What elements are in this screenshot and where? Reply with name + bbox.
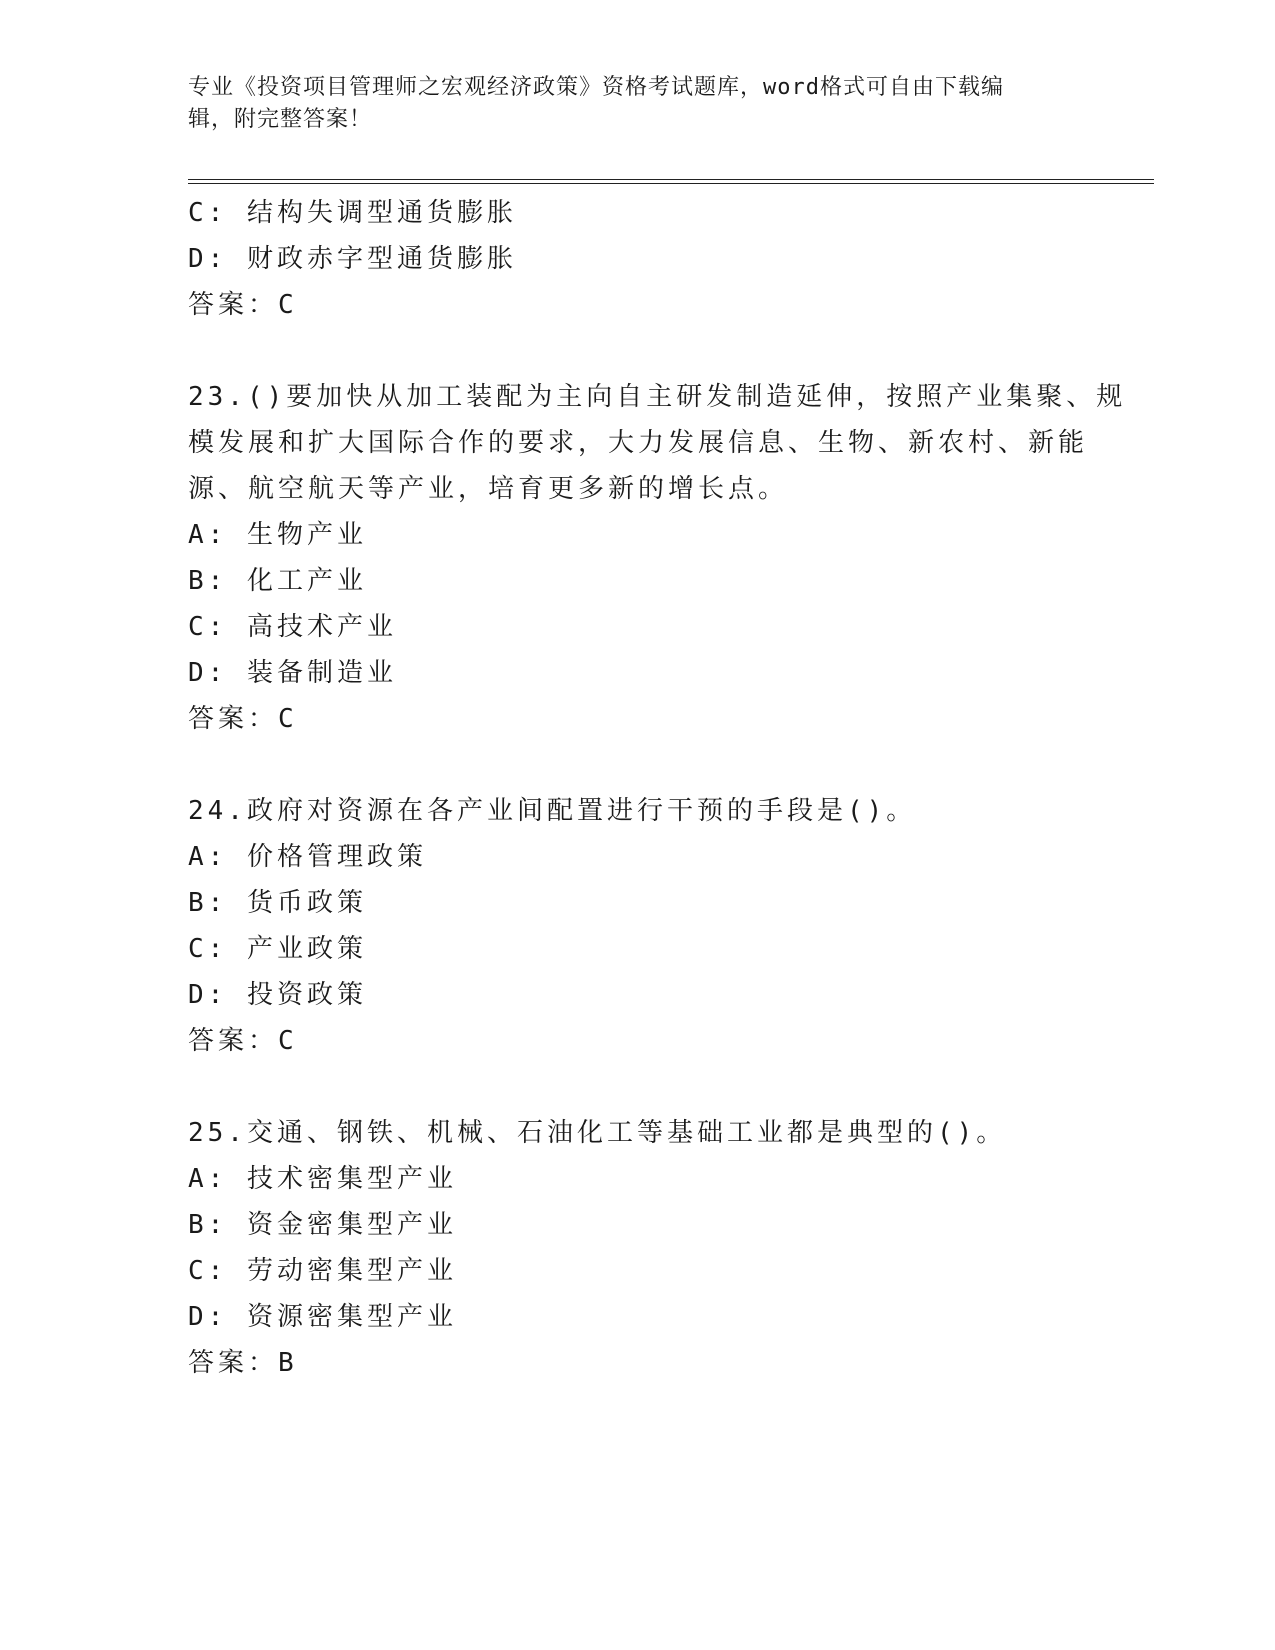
question-stem-line: 24.政府对资源在各产业间配置进行干预的手段是()。 [188,796,917,826]
option-a: A: 生物产业 [188,520,367,550]
answer: 答案：B [188,1348,298,1378]
option-c: C: 产业政策 [188,934,367,964]
option-d: D: 投资政策 [188,980,367,1010]
header-title-line-2: 辑，附完整答案！ [188,107,373,132]
option-d: D: 财政赤字型通货膨胀 [188,244,517,274]
question-stem-line: 25.交通、钢铁、机械、石油化工等基础工业都是典型的()。 [188,1118,1007,1148]
option-c: C: 劳动密集型产业 [188,1256,457,1286]
answer: 答案：C [188,704,298,734]
answer: 答案：C [188,290,298,320]
option-c: C: 高技术产业 [188,612,397,642]
question-stem-line: 23.()要加快从加工装配为主向自主研发制造延伸，按照产业集聚、规 [188,382,1127,412]
header-title-line-1: 专业《投资项目管理师之宏观经济政策》资格考试题库，word格式可自由下载编 [188,75,1004,100]
question-22-continuation [188,190,1088,328]
option-b: B: 资金密集型产业 [188,1210,457,1240]
option-b: B: 货币政策 [188,888,367,918]
option-a: A: 价格管理政策 [188,842,427,872]
question-stem-line: 模发展和扩大国际合作的要求，大力发展信息、生物、新农村、新能 [188,428,1089,458]
question-list [188,190,1127,1386]
option-d: D: 资源密集型产业 [188,1302,457,1332]
document-header [188,72,1068,136]
answer: 答案：C [188,1026,298,1056]
question-stem-line: 源、航空航天等产业，培育更多新的增长点。 [188,474,789,504]
option-c: C: 结构失调型通货膨胀 [188,198,517,228]
header-divider [188,179,1154,184]
question-25 [188,1110,1088,1386]
option-d: D: 装备制造业 [188,658,397,688]
question-23 [188,374,1127,742]
option-b: B: 化工产业 [188,566,367,596]
question-24 [188,788,1088,1064]
option-a: A: 技术密集型产业 [188,1164,457,1194]
